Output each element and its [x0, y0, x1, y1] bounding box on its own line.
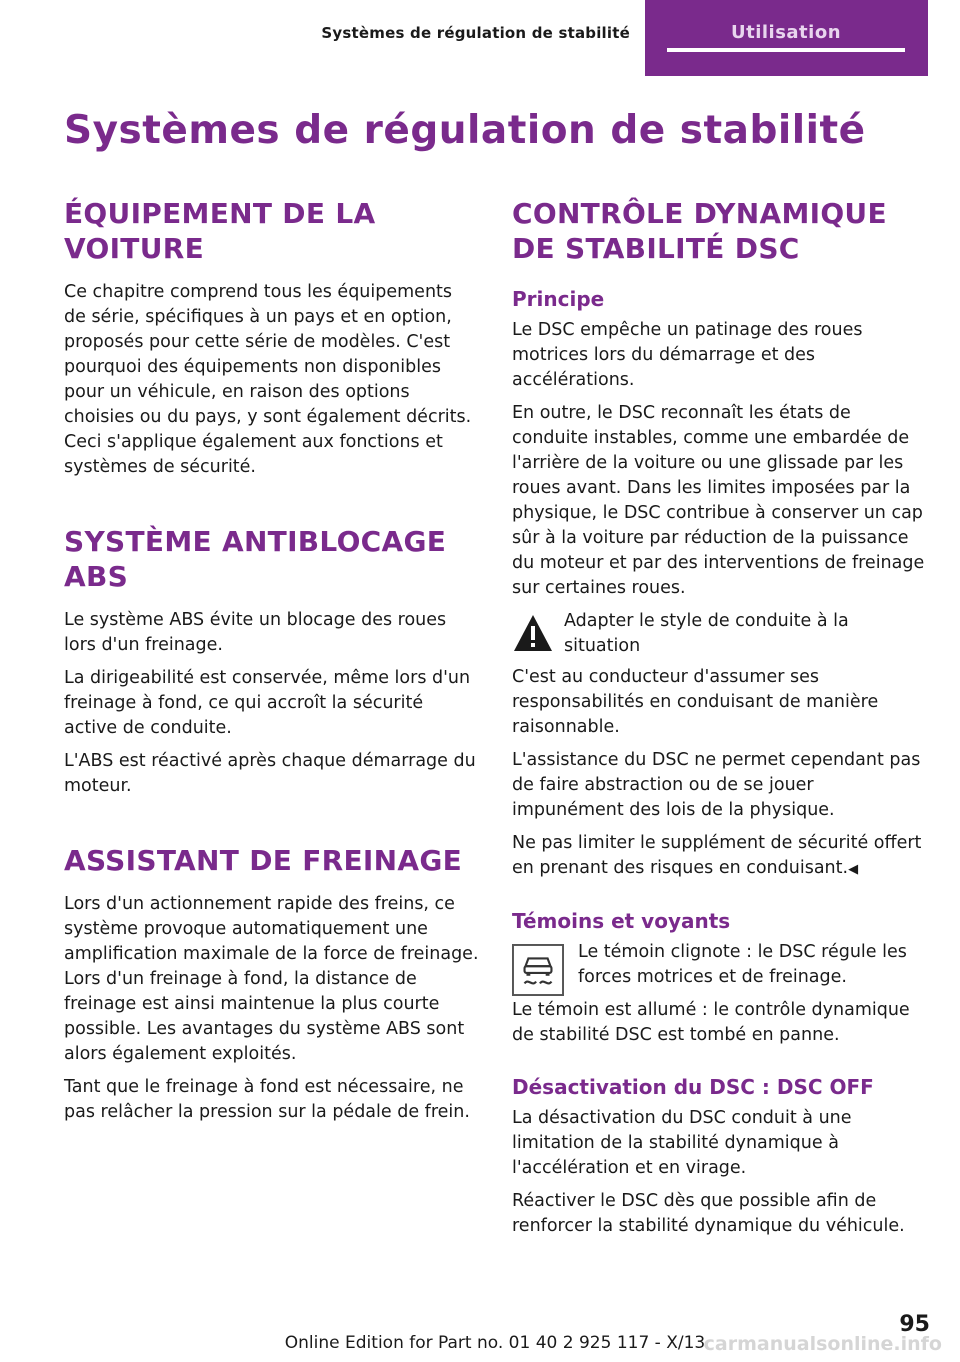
abs-paragraph-1: Le système ABS évite un blocage des roues lors d'un freinage.	[64, 610, 447, 655]
abs-paragraph-3: L'ABS est réactivé après chaque démarrage du moteur.	[64, 751, 476, 796]
warning-paragraph-1: C'est au conducteur d'assumer ses responsabilités en conduisant de manière raisonnable.	[512, 667, 879, 737]
warning-title: Adapter le style de conduite à la situation	[564, 611, 849, 656]
warning-paragraph-3	[512, 831, 930, 882]
right-column	[512, 196, 930, 1247]
header-section-title: Systèmes de régulation de stabilité	[321, 24, 630, 42]
left-column	[64, 196, 479, 1133]
deactivation-heading: Désactivation du DSC : DSC OFF	[512, 1075, 874, 1099]
page-title: Systèmes de régulation de stabilité	[64, 108, 866, 153]
indicator-paragraph-2: Le témoin est allumé : le contrôle dynamique de stabilité DSC est tombé en panne.	[512, 1000, 910, 1045]
principle-heading: Principe	[512, 287, 605, 311]
header-tab[interactable]	[645, 0, 928, 76]
page-number: 95	[899, 1312, 930, 1337]
equipment-paragraph: Ce chapitre comprend tous les équipements de série, spécifiques à un pays et en option, proposés pour cette série de modèles. C'est pourquoi des équipements non disponibles pour un véhicule, en raison des options choisies ou du pays, y sont également décrits. Ceci s'applique également aux fonctions et systèmes de sécurité.	[64, 282, 472, 477]
brake-assist-heading: ASSISTANT DE FREINAGE	[64, 844, 463, 877]
abs-paragraph-2: La dirigeabilité est conservée, même lors d'un freinage à fond, ce qui accroît la sécurité active de conduite.	[64, 668, 471, 738]
dsc-heading: CONTRÔLE DYNAMIQUE DE STABILITÉ DSC	[512, 197, 887, 265]
equipment-heading: ÉQUIPEMENT DE LA VOITURE	[64, 197, 376, 265]
dsc-skid-car-icon	[512, 944, 564, 996]
indicator-paragraph-1: Le témoin clignote : le DSC régule les forces motrices et de freinage.	[578, 942, 907, 987]
footer-edition: Online Edition for Part no. 01 40 2 925 117 - X/13	[284, 1333, 706, 1353]
deactivation-paragraph-2: Réactiver le DSC dès que possible afin de renforcer la stabilité dynamique du véhicule.	[512, 1191, 905, 1236]
abs-heading: SYSTÈME ANTIBLOCAGE ABS	[64, 525, 447, 593]
watermark: carmanualsonline.info	[703, 1333, 942, 1355]
principle-paragraph-2: En outre, le DSC reconnaît les états de conduite instables, comme une embardée de l'arrière de la voiture ou une glissade par les roues avant. Dans les limites imposées par la physique, le DSC contribue à conserver un cap sûr à la voiture par réduction de la puissance du moteur et par des interventions de freinage sur certaines roues.	[512, 403, 925, 598]
indicators-heading: Témoins et voyants	[512, 909, 731, 933]
principle-paragraph-1: Le DSC empêche un patinage des roues motrices lors du démarrage et des accélérations.	[512, 320, 863, 390]
deactivation-paragraph-1: La désactivation du DSC conduit à une limitation de la stabilité dynamique à l'accélération et en virage.	[512, 1108, 852, 1178]
warning-paragraph-2: L'assistance du DSC ne permet cependant pas de faire abstraction ou de se jouer impunément des lois de la physique.	[512, 750, 921, 820]
warning-block	[512, 609, 930, 882]
end-mark-icon: ◀	[848, 862, 859, 877]
indicator-block	[512, 940, 930, 1048]
header-tab-inner	[667, 0, 905, 52]
brake-assist-paragraph-2: Tant que le freinage à fond est nécessaire, ne pas relâcher la pression sur la pédale de frein.	[64, 1077, 470, 1122]
warning-paragraph-3-text: Ne pas limiter le supplément de sécurité offert en prenant des risques en conduisant.	[512, 833, 922, 878]
brake-assist-paragraph-1: Lors d'un actionnement rapide des freins, ce système provoque automatiquement une amplification maximale de la force de freinage. Lors d'un freinage à fond, la distance de freinage est ainsi maintenue la plus courte possible. Les avantages du système ABS sont alors également exploités.	[64, 894, 479, 1064]
warning-triangle-icon	[512, 613, 554, 653]
header-tab-label: Utilisation	[730, 22, 842, 43]
